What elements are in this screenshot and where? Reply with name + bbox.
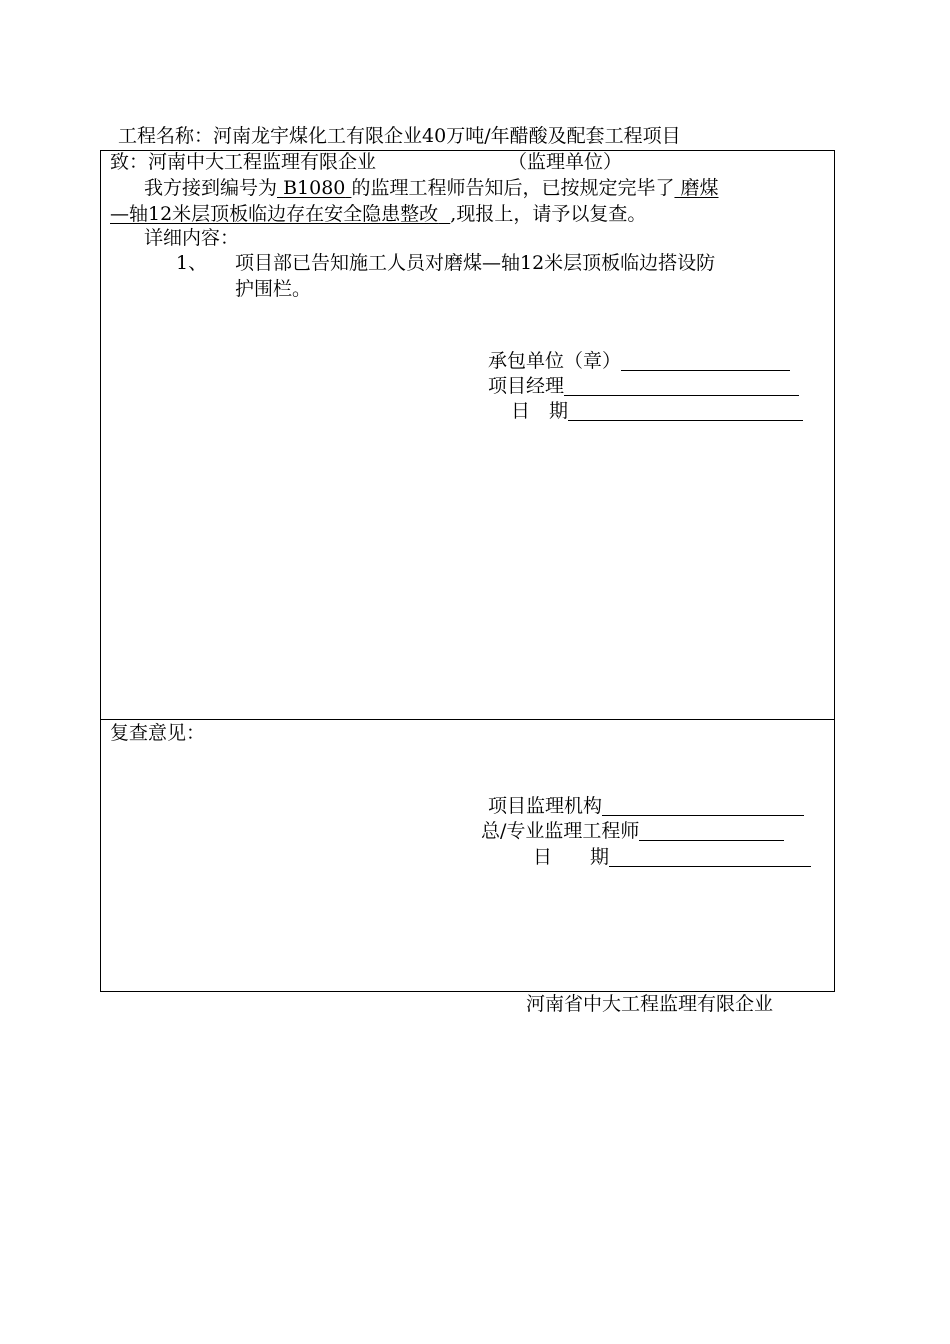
- contractor-date-label: 日 期: [511, 400, 569, 422]
- intro-line-2: [110, 205, 646, 224]
- supervision-org-row: [488, 797, 804, 816]
- review-date-label: 日 期: [533, 846, 610, 868]
- intro-suffix: ,现报上，请予以复查。: [450, 203, 647, 225]
- supervision-org-label: 项目监理机构: [488, 795, 603, 817]
- engineer-label: 总/专业监理工程师: [481, 820, 640, 842]
- addressee-line: [110, 153, 376, 172]
- to-name: 河南中大工程监理有限企业: [148, 151, 377, 173]
- review-date-row: [533, 848, 811, 867]
- contractor-date-line[interactable]: [568, 402, 803, 421]
- project-name: 河南龙宇煤化工有限企业40万吨/年醋酸及配套工程项目: [213, 125, 681, 147]
- manager-signature-row: [488, 377, 799, 396]
- work-item-part1: 磨煤: [680, 177, 719, 199]
- engineer-signature-line[interactable]: [639, 822, 784, 841]
- footer-company: 河南省中大工程监理有限企业: [526, 993, 774, 1015]
- contractor-signature-row: [488, 352, 790, 371]
- supervision-org-line[interactable]: [602, 797, 804, 816]
- manager-label: 项目经理: [488, 375, 565, 397]
- work-item-part2: —轴12米层顶板临边存在安全隐患整改: [110, 203, 439, 225]
- to-label: 致：: [110, 151, 149, 173]
- intro-line-1: [144, 179, 719, 198]
- notice-number: B1080: [283, 177, 346, 199]
- intro-prefix: 我方接到编号为: [144, 177, 278, 199]
- manager-signature-line[interactable]: [564, 377, 799, 396]
- details-label: 详细内容：: [144, 227, 240, 249]
- project-label: 工程名称：: [118, 125, 214, 147]
- contractor-label: 承包单位（章）: [488, 350, 622, 372]
- engineer-signature-row: [481, 822, 784, 841]
- project-title: [118, 127, 681, 146]
- detail-item-line-1: 项目部已告知施工人员对磨煤—轴12米层顶板临边搭设防: [235, 252, 716, 274]
- intro-mid: 的监理工程师告知后，已按规定完毕了: [351, 177, 675, 199]
- detail-item-line-2: 护围栏。: [235, 278, 312, 300]
- to-role: （监理单位）: [508, 151, 623, 173]
- contractor-date-row: [511, 402, 803, 421]
- detail-item-number: 1、: [176, 252, 208, 274]
- review-date-line[interactable]: [609, 848, 811, 867]
- review-label: 复查意见：: [110, 722, 206, 744]
- contractor-signature-line[interactable]: [621, 352, 790, 371]
